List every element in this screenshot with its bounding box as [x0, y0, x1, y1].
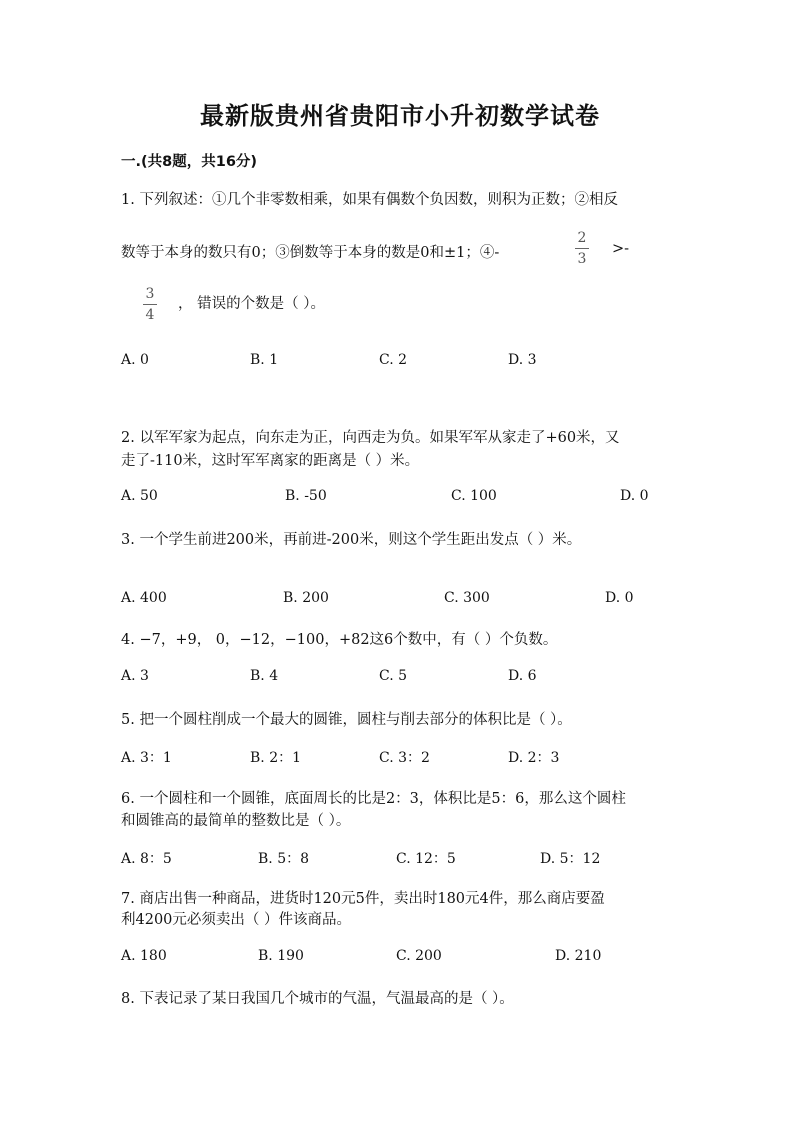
q8-line-1: 8. 下表记录了某日我国几个城市的气温，气温最高的是（ ）。 — [121, 991, 514, 1007]
fraction-bar — [143, 304, 157, 305]
q6-option-b: B. 5：8 — [258, 851, 310, 867]
fraction-numerator: 3 — [145, 286, 155, 302]
q7-option-a: A. 180 — [121, 948, 167, 964]
q5-option-d: D. 2：3 — [508, 750, 560, 766]
q4-option-d: D. 6 — [508, 668, 537, 684]
q1-option-a: A. 0 — [121, 352, 149, 368]
q5-option-c: C. 3：2 — [379, 750, 430, 766]
fraction-numerator: 2 — [577, 230, 587, 246]
q3-option-b: B. 200 — [283, 590, 329, 606]
q2-option-d: D. 0 — [620, 488, 649, 504]
page-title: 最新版贵州省贵阳市小升初数学试卷 — [200, 102, 600, 130]
q4-option-a: A. 3 — [121, 668, 149, 684]
q5-option-b: B. 2：1 — [250, 750, 302, 766]
q1-line-3: ， 错误的个数是（ ）。 — [178, 296, 325, 312]
q5-option-a: A. 3：1 — [121, 750, 172, 766]
q3-line-1: 3. 一个学生前进200米，再前进-200米，则这个学生距出发点（ ）米。 — [121, 532, 582, 548]
fraction-denominator: 4 — [145, 307, 155, 323]
q7-line-1: 7. 商店出售一种商品，进货时120元5件，卖出时180元4件，那么商店要盈 — [121, 891, 605, 907]
section-heading: 一.(共8题，共16分) — [121, 154, 258, 170]
q1-line-1: 1. 下列叙述：①几个非零数相乘，如果有偶数个负因数，则积为正数；②相反 — [121, 192, 618, 208]
q2-option-c: C. 100 — [451, 488, 497, 504]
q6-option-a: A. 8：5 — [121, 851, 172, 867]
fraction-denominator: 3 — [577, 251, 587, 267]
q1-line-2a: 数等于本身的数只有0；③倒数等于本身的数是0和±1；④- — [121, 245, 500, 261]
q3-option-a: A. 400 — [121, 590, 167, 606]
q2-option-b: B. -50 — [285, 488, 327, 504]
q6-line-2: 和圆锥高的最简单的整数比是（ ）。 — [121, 813, 351, 829]
fraction-bar — [575, 248, 589, 249]
q5-line-1: 5. 把一个圆柱削成一个最大的圆锥，圆柱与削去部分的体积比是（ ）。 — [121, 712, 572, 728]
q4-option-b: B. 4 — [250, 668, 279, 684]
q1-option-b: B. 1 — [250, 352, 279, 368]
q6-option-c: C. 12：5 — [396, 851, 456, 867]
q4-line-1: 4. −7，+9， 0，−12，−100，+82这6个数中，有（ ）个负数。 — [121, 632, 558, 648]
q7-option-d: D. 210 — [555, 948, 602, 964]
q1-option-c: C. 2 — [379, 352, 408, 368]
q1-fraction-2-3 — [575, 230, 589, 267]
q2-line-1: 2. 以军军家为起点，向东走为正，向西走为负。如果军军从家走了+60米，又 — [121, 430, 620, 446]
q2-option-a: A. 50 — [121, 488, 158, 504]
q7-line-2: 利4200元必须卖出（ ）件该商品。 — [121, 912, 352, 928]
q1-line-2b: >- — [612, 241, 630, 257]
q4-option-c: C. 5 — [379, 668, 408, 684]
q1-option-d: D. 3 — [508, 352, 537, 368]
q2-line-2: 走了-110米，这时军军离家的距离是（ ）米。 — [121, 453, 420, 469]
q3-option-d: D. 0 — [605, 590, 634, 606]
q7-option-b: B. 190 — [258, 948, 304, 964]
q1-fraction-3-4 — [143, 286, 157, 323]
q6-option-d: D. 5：12 — [540, 851, 601, 867]
q6-line-1: 6. 一个圆柱和一个圆锥，底面周长的比是2：3，体积比是5：6，那么这个圆柱 — [121, 791, 626, 807]
q7-option-c: C. 200 — [396, 948, 442, 964]
q3-option-c: C. 300 — [444, 590, 490, 606]
